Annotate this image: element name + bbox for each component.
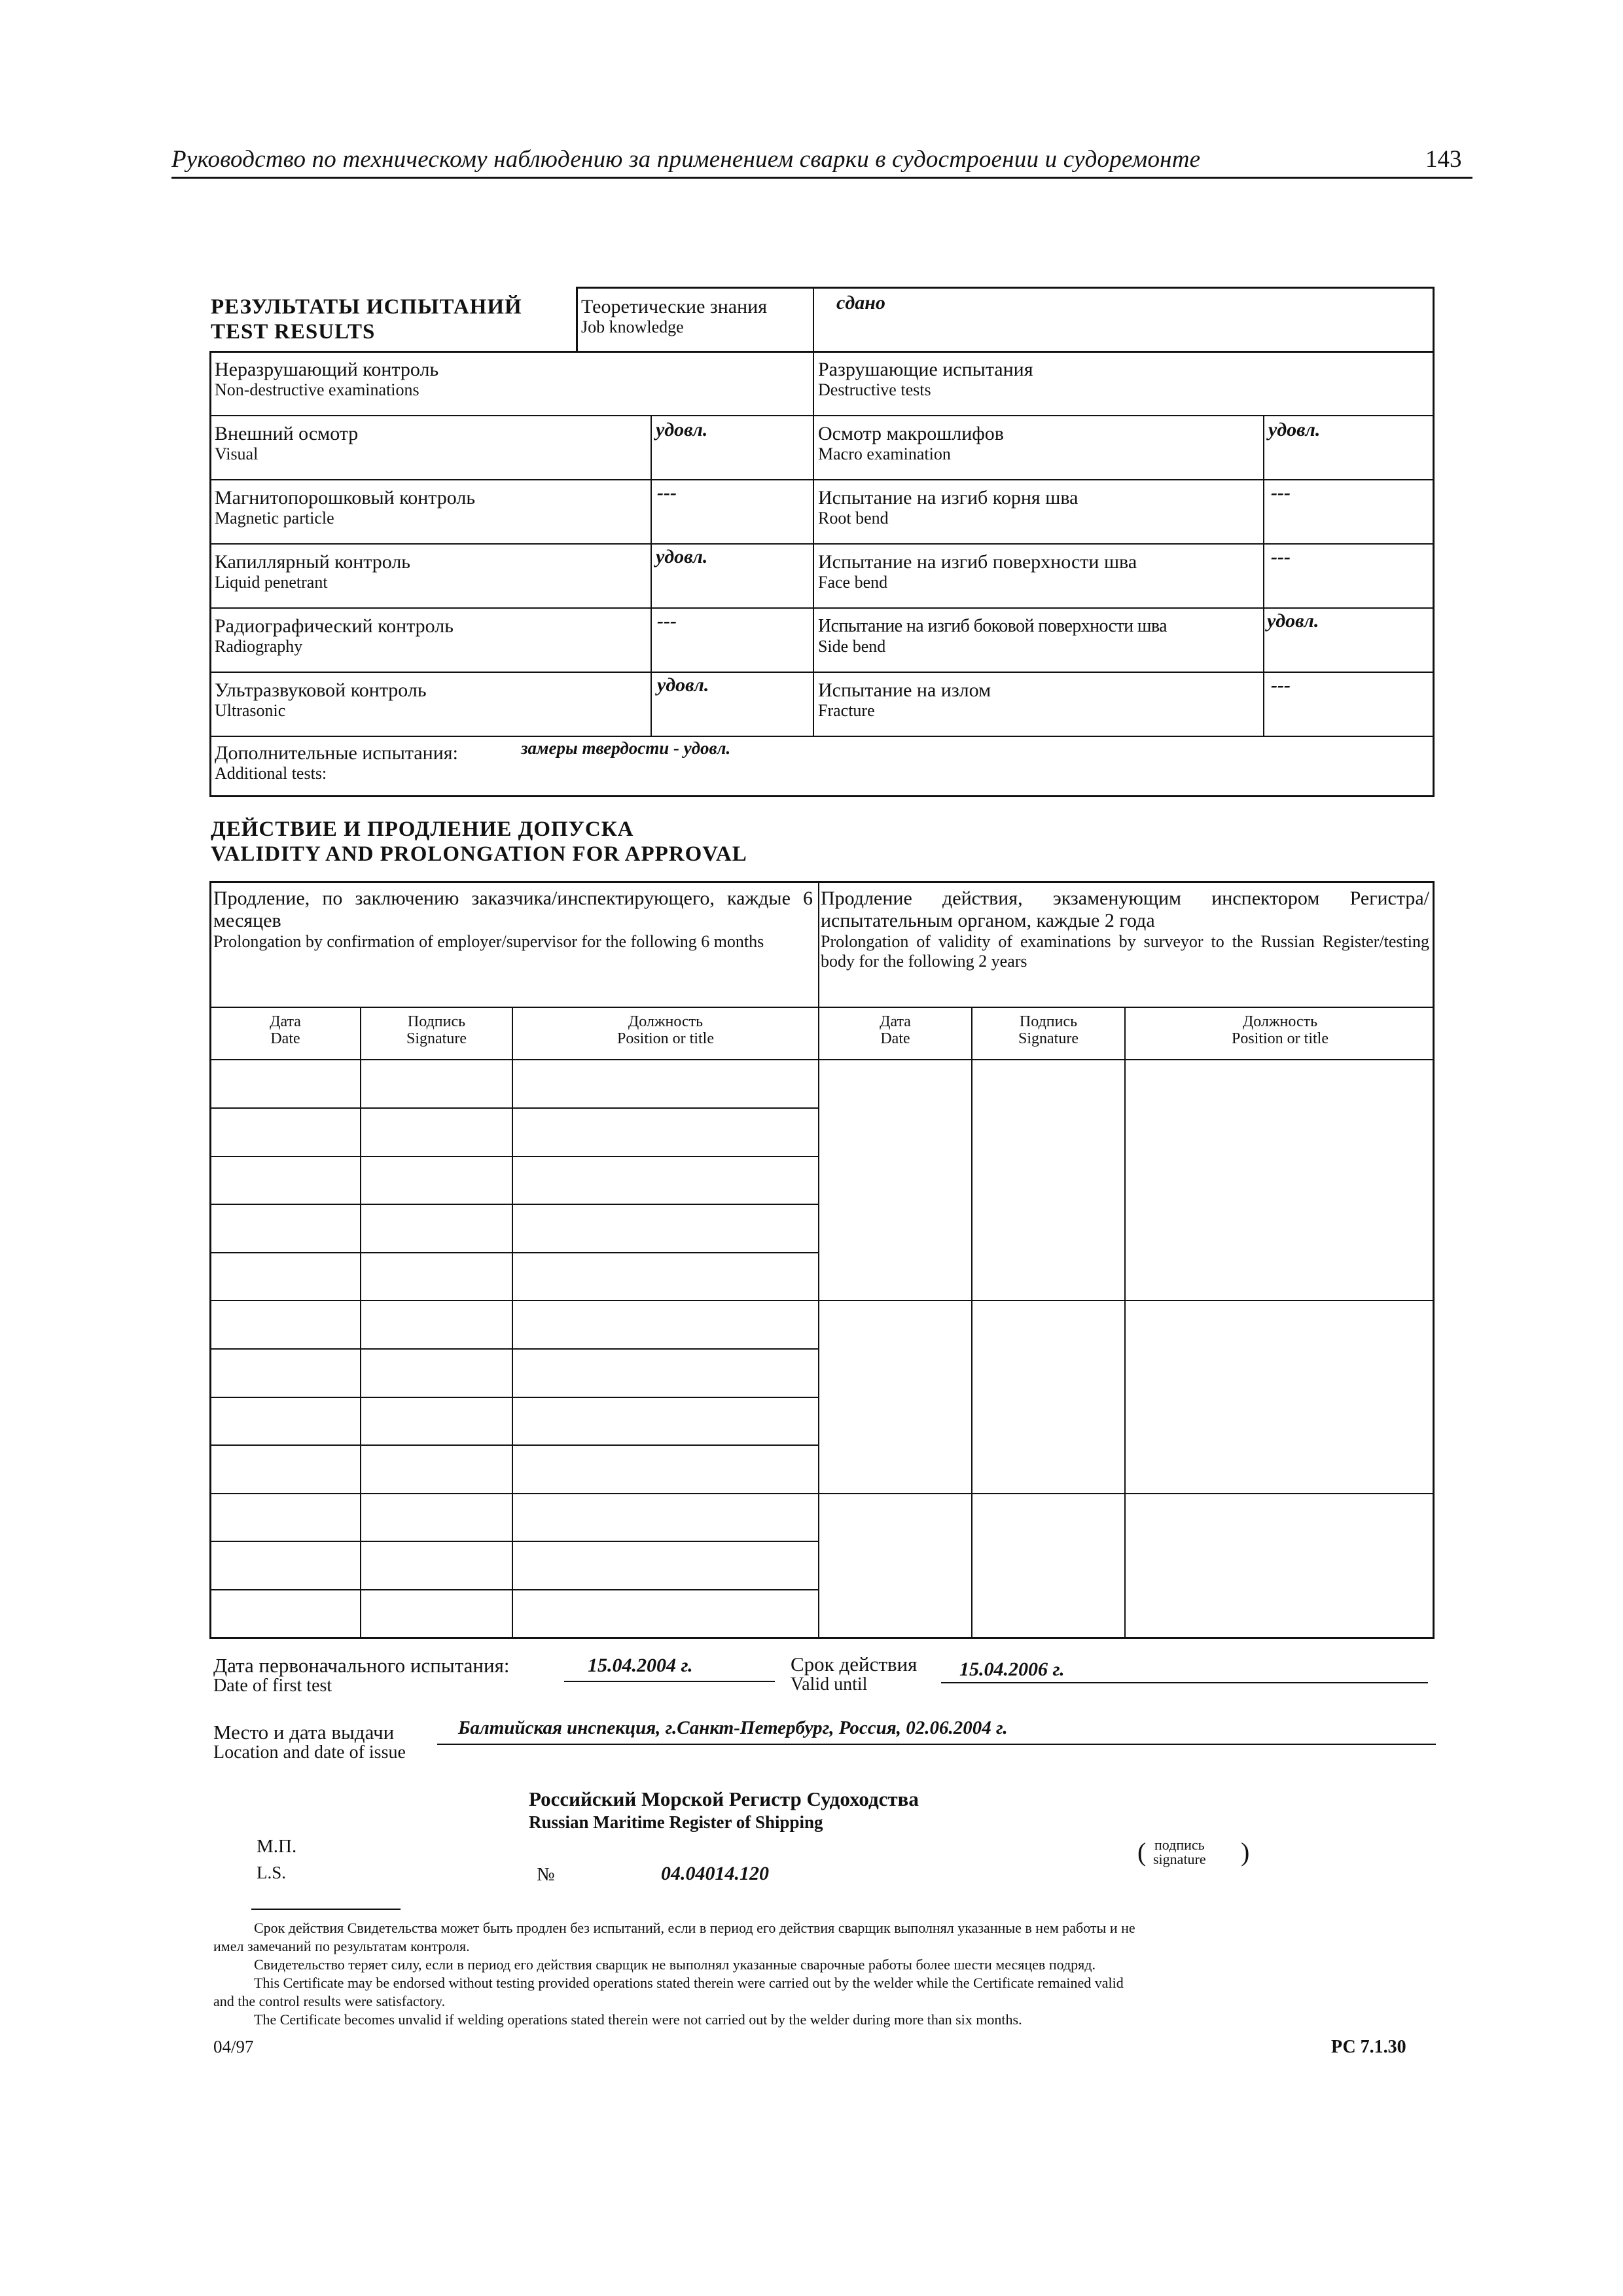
col-date-left: Дата Date (270, 1013, 301, 1047)
result-row-2: Магнитопорошковый контроль Magnetic particle (215, 487, 476, 528)
prolongation-2-years: Продление действия, экзаменующим инспектором Регистра/испытательным органом, каждые 2 года Prolongation of validity of examinations by surveyor to the Russian Register/testing body for the following 2 years (821, 888, 1429, 971)
result-row-2-right: Испытание на изгиб корня шва Root bend (818, 487, 1079, 528)
issue-value: Балтийская инспекция, г.Санкт-Петербург, Россия, 02.06.2004 г. (458, 1717, 1008, 1738)
result-row-5-right: Испытание на излом Fracture (818, 679, 991, 720)
result-value: удовл. (656, 546, 708, 567)
form-code-left: 04/97 (213, 2037, 254, 2056)
stamp-place: М.П. L.S. (257, 1836, 297, 1882)
valid-until: Срок действия Valid until (791, 1653, 918, 1695)
table-row (209, 1589, 818, 1590)
result-row-4: Радиографический контроль Radiography (215, 615, 454, 656)
result-value: удовл. (657, 674, 709, 696)
signature-caption: подпись signature (1153, 1837, 1206, 1867)
running-title: Руководство по техническому наблюдению за применением сварки в судостроении и судоремонте (171, 146, 1201, 173)
certificate-number: 04.04014.120 (661, 1863, 769, 1884)
validity-title: ДЕЙСТВИЕ И ПРОДЛЕНИЕ ДОПУСКА VALIDITY AND PROLONGATION FOR APPROVAL (211, 817, 747, 866)
certificate-number-label: № (537, 1864, 555, 1885)
dt-header: Разрушающие испытания Destructive tests (818, 359, 1033, 399)
col-position-left: Должность Position or title (616, 1013, 714, 1047)
result-value: --- (1271, 482, 1291, 503)
table-row (209, 1204, 818, 1205)
register-name: Российский Морской Регистр Судоходства Russian Maritime Register of Shipping (529, 1787, 919, 1832)
additional-tests-value: замеры твердости - удовл. (521, 738, 731, 758)
signature-placeholder: ( (1137, 1837, 1147, 1867)
form-code-right: РС 7.1.30 (1331, 2037, 1406, 2057)
result-value: --- (1271, 674, 1291, 696)
col-position-right: Должность Position or title (1231, 1013, 1329, 1047)
result-value: --- (657, 610, 677, 632)
result-row-4-right: Испытание на изгиб боковой поверхности шва Side bend (818, 616, 1167, 656)
table-row (209, 1300, 1435, 1301)
col-date-right: Дата Date (880, 1013, 911, 1047)
result-value: удовл. (1268, 419, 1321, 440)
signature-placeholder-close: ) (1241, 1837, 1250, 1867)
result-row-1: Внешний осмотр Visual (215, 423, 359, 463)
valid-until-value: 15.04.2006 г. (959, 1659, 1065, 1680)
results-title: РЕЗУЛЬТАТЫ ИСПЫТАНИЙ TEST RESULTS (211, 295, 522, 344)
footnote-rule (251, 1909, 401, 1910)
result-value: удовл. (656, 419, 708, 440)
result-row-1-right: Осмотр макрошлифов Macro examination (818, 423, 1004, 463)
ndt-header: Неразрушающий контроль Non-destructive examinations (215, 359, 439, 399)
table-row (209, 1397, 818, 1398)
prolongation-6-months: Продление, по заключению заказчика/инспектирующего, каждые 6 месяцев Prolongation by confirmation of employer/supervisor for the following 6 months (213, 888, 813, 951)
table-row (209, 1348, 818, 1350)
result-row-3-right: Испытание на изгиб поверхности шва Face bend (818, 551, 1137, 592)
page-number: 143 (1425, 146, 1462, 173)
result-row-3: Капиллярный контроль Liquid penetrant (215, 551, 410, 592)
knowledge-value: сдано (836, 292, 885, 314)
knowledge-label: Теоретические знания Job knowledge (581, 296, 768, 336)
table-row (209, 1541, 818, 1542)
table-row (209, 1252, 818, 1253)
result-value: --- (1271, 546, 1291, 567)
issue-location: Место и дата выдачи Location and date of issue (213, 1721, 406, 1763)
footnotes: Срок действия Свидетельства может быть продлен без испытаний, если в период его действия сварщик выполнял указанные в нем работы и не имел замечаний по результатам контроля. Свидетельство теряет силу, если в период его действия сварщик не выполнял указанные сварочные работы более шести месяцев подряд. This Certificate may be endorsed without testing provided operations stated therein were carried out by the welder while the Certificate remained valid and the control results were satisfactory. The Certificate becomes unvalid if welding operations stated therein were not carried out by the welder during more than six months. (213, 1920, 1135, 2028)
header-rule (171, 177, 1472, 179)
table-row (209, 1107, 818, 1109)
validity-table (209, 881, 1435, 1639)
first-test-value: 15.04.2004 г. (588, 1655, 693, 1676)
first-test-date: Дата первоначального испытания: Date of first test (213, 1654, 510, 1696)
col-signature-left: Подпись Signature (406, 1013, 467, 1047)
table-row (209, 1493, 1435, 1494)
col-signature-right: Подпись Signature (1018, 1013, 1079, 1047)
result-value: удовл. (1267, 610, 1319, 632)
table-row (209, 1156, 818, 1157)
result-row-5: Ультразвуковой контроль Ultrasonic (215, 679, 427, 720)
result-value: --- (657, 482, 677, 503)
table-row (209, 1444, 818, 1446)
additional-tests: Дополнительные испытания: Additional tests: (215, 742, 458, 783)
